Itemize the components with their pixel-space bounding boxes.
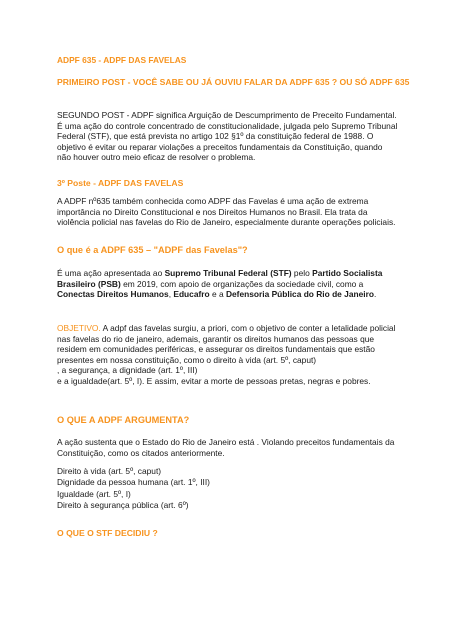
- text-line: Federal (STF), que está prevista no artigo 102 §1º da constituição federal de 1988. O: [57, 131, 374, 142]
- text-line: e a igualdade(art. 5º, I). E assim, evitar a morte de pessoas pretas, negras e pobres.: [57, 375, 371, 386]
- what-paragraph: [57, 268, 429, 300]
- text-run: e a: [209, 289, 226, 300]
- text-run: É uma ação apresentada ao: [57, 268, 165, 278]
- text-run: pelo: [291, 268, 313, 278]
- text-line: não houver outro meio eficaz de resolver o problema.: [57, 152, 256, 163]
- text-line: importância no Direito Constitucional e nos Direitos Humanos no Brasil. Ela trata da: [57, 206, 368, 217]
- list-item: Direito à segurança pública (art. 6º): [57, 500, 189, 511]
- text-run: ,: [168, 289, 174, 300]
- post3-heading: 3º Poste - ADPF DAS FAVELAS: [57, 178, 184, 188]
- text-line: [57, 323, 429, 334]
- text-line: Constituição, como os citados anteriormente.: [57, 447, 225, 458]
- list-item: Direito à vida (art. 5º, caput): [57, 466, 162, 476]
- post1-heading: PRIMEIRO POST - VOCÊ SABE OU JÁ OUVIU FALAR DA ADPF 635 ? OU SÓ ADPF 635: [57, 77, 410, 87]
- party-name: Partido Socialista: [312, 268, 383, 278]
- post3-paragraph: [57, 196, 429, 228]
- text-line: É uma ação do controle concentrado de constitucionalidade, julgada pelo Supremo Tribunal: [57, 120, 398, 131]
- argues-heading: O QUE A ADPF ARGUMENTA?: [57, 415, 190, 425]
- text-line: , a segurança, a dignidade (art. 1º, III): [57, 365, 198, 376]
- text-line: residem em comunidades periféricas, e assegurar os direitos fundamentais que estão: [57, 344, 375, 355]
- text-line: SEGUNDO POST - ADPF significa Arguição de Descumprimento de Preceito Fundamental.: [57, 110, 397, 120]
- text-line: A ação sustenta que o Estado do Rio de Janeiro está . Violando preceitos fundamentais da: [57, 437, 395, 447]
- post2-paragraph: [57, 110, 429, 163]
- text-line: nas favelas do rio de janeiro, ademais, garantir os direitos humanos das pessoas que: [57, 333, 375, 344]
- document-title: ADPF 635 - ADPF DAS FAVELAS: [57, 55, 187, 65]
- text-line: violência policial nas favelas do Rio de Janeiro, especialmente durante operações policiais.: [57, 217, 396, 228]
- decided-heading: O QUE O STF DECIDIU ?: [57, 528, 158, 538]
- org-educafro: Educafro: [173, 289, 210, 300]
- stf-name: Supremo Tribunal Federal (STF): [164, 268, 292, 278]
- text-line: objetivo é evitar ou reparar violações a preceitos fundamentais da Constituição, quando: [57, 141, 383, 152]
- argues-paragraph: [57, 437, 429, 458]
- text-run: .: [373, 289, 377, 300]
- objective-label: OBJETIVO.: [57, 323, 101, 333]
- what-heading: O que é a ADPF 635 – "ADPF das Favelas"?: [57, 245, 248, 255]
- text-line: A ADPF nº635 também conhecida como ADPF das Favelas é uma ação de extrema: [57, 196, 369, 206]
- text-run: em 2019, com apoio de organizações da sociedade civil, como a: [120, 278, 364, 289]
- org-defensoria: Defensoria Pública do Rio de Janeiro: [225, 289, 374, 300]
- text-run: A adpf das favelas surgiu, a priori, com o objetivo de conter a letalidade policial: [100, 323, 396, 333]
- text-line: [57, 279, 429, 290]
- rights-list: [57, 466, 429, 512]
- text-line: [57, 268, 429, 279]
- text-line: presentes em nossa constituição, como o direito à vida (art. 5º, caput): [57, 354, 317, 365]
- party-name-cont: Brasileiro (PSB): [57, 278, 121, 289]
- objective-paragraph: [57, 323, 429, 387]
- list-item: Dignidade da pessoa humana (art. 1º, III): [57, 477, 210, 488]
- text-line: [57, 289, 429, 300]
- org-conectas: Conectas Direitos Humanos: [57, 289, 169, 300]
- list-item: Igualdade (art. 5º, I): [57, 488, 131, 499]
